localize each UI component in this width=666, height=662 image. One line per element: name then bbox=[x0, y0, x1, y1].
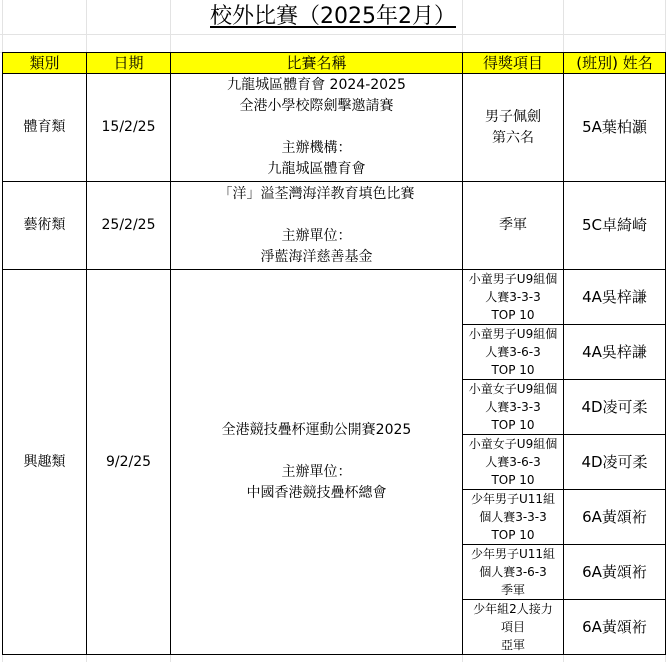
competition-cell: 「洋」溢荃灣海洋教育填色比賽 主辦單位： 淨藍海洋慈善基金 bbox=[171, 182, 463, 270]
award-item-cell: 小童女子U9組個 人賽3-3-3 TOP 10 bbox=[463, 380, 564, 435]
date-cell: 15/2/25 bbox=[87, 74, 171, 182]
table-row bbox=[3, 182, 666, 270]
competition-cell: 全港競技疊杯運動公開賽2025 主辦單位： 中國香港競技疊杯總會 bbox=[171, 270, 463, 655]
header-category: 類別 bbox=[3, 53, 87, 74]
header-winner: (班別) 姓名 bbox=[564, 53, 666, 74]
winner-cell: 6A黃頌裄 bbox=[564, 545, 666, 600]
table-row bbox=[3, 74, 666, 182]
date-cell: 9/2/25 bbox=[87, 270, 171, 655]
winner-cell: 5C卓綺崎 bbox=[564, 182, 666, 270]
winner-cell: 4D凌可柔 bbox=[564, 435, 666, 490]
award-item-cell: 男子佩劍 第六名 bbox=[463, 74, 564, 182]
winner-cell: 4D凌可柔 bbox=[564, 380, 666, 435]
award-item-cell: 少年男子U11組 個人賽3-6-3 季軍 bbox=[463, 545, 564, 600]
category-cell: 藝術類 bbox=[3, 182, 87, 270]
award-item-cell: 季軍 bbox=[463, 182, 564, 270]
award-item-cell: 少年男子U11組 個人賽3-3-3 TOP 10 bbox=[463, 490, 564, 545]
award-item-cell: 小童女子U9組個 人賽3-6-3 TOP 10 bbox=[463, 435, 564, 490]
award-item-cell: 少年組2人接力 項目 亞軍 bbox=[463, 600, 564, 655]
category-cell: 體育類 bbox=[3, 74, 87, 182]
category-cell: 興趣類 bbox=[3, 270, 87, 655]
award-item-cell: 小童男子U9組個 人賽3-3-3 TOP 10 bbox=[463, 270, 564, 325]
winner-cell: 6A黃頌裄 bbox=[564, 490, 666, 545]
winner-cell: 4A吳梓謙 bbox=[564, 270, 666, 325]
header-row bbox=[3, 53, 666, 74]
winner-cell: 5A葉柏灝 bbox=[564, 74, 666, 182]
page-title: 校外比賽（2025年2月） bbox=[210, 4, 456, 29]
grid-line bbox=[0, 34, 666, 35]
date-cell: 25/2/25 bbox=[87, 182, 171, 270]
header-award: 得獎項目 bbox=[463, 53, 564, 74]
winner-cell: 6A黃頌裄 bbox=[564, 600, 666, 655]
table-row bbox=[3, 270, 666, 325]
header-competition: 比賽名稱 bbox=[171, 53, 463, 74]
award-item-cell: 小童男子U9組個 人賽3-6-3 TOP 10 bbox=[463, 325, 564, 380]
competition-cell: 九龍城區體育會 2024-2025 全港小學校際劍擊邀請賽 主辦機構： 九龍城區體育會 bbox=[171, 74, 463, 182]
competition-table bbox=[2, 52, 666, 655]
winner-cell: 4A吳梓謙 bbox=[564, 325, 666, 380]
header-date: 日期 bbox=[87, 53, 171, 74]
